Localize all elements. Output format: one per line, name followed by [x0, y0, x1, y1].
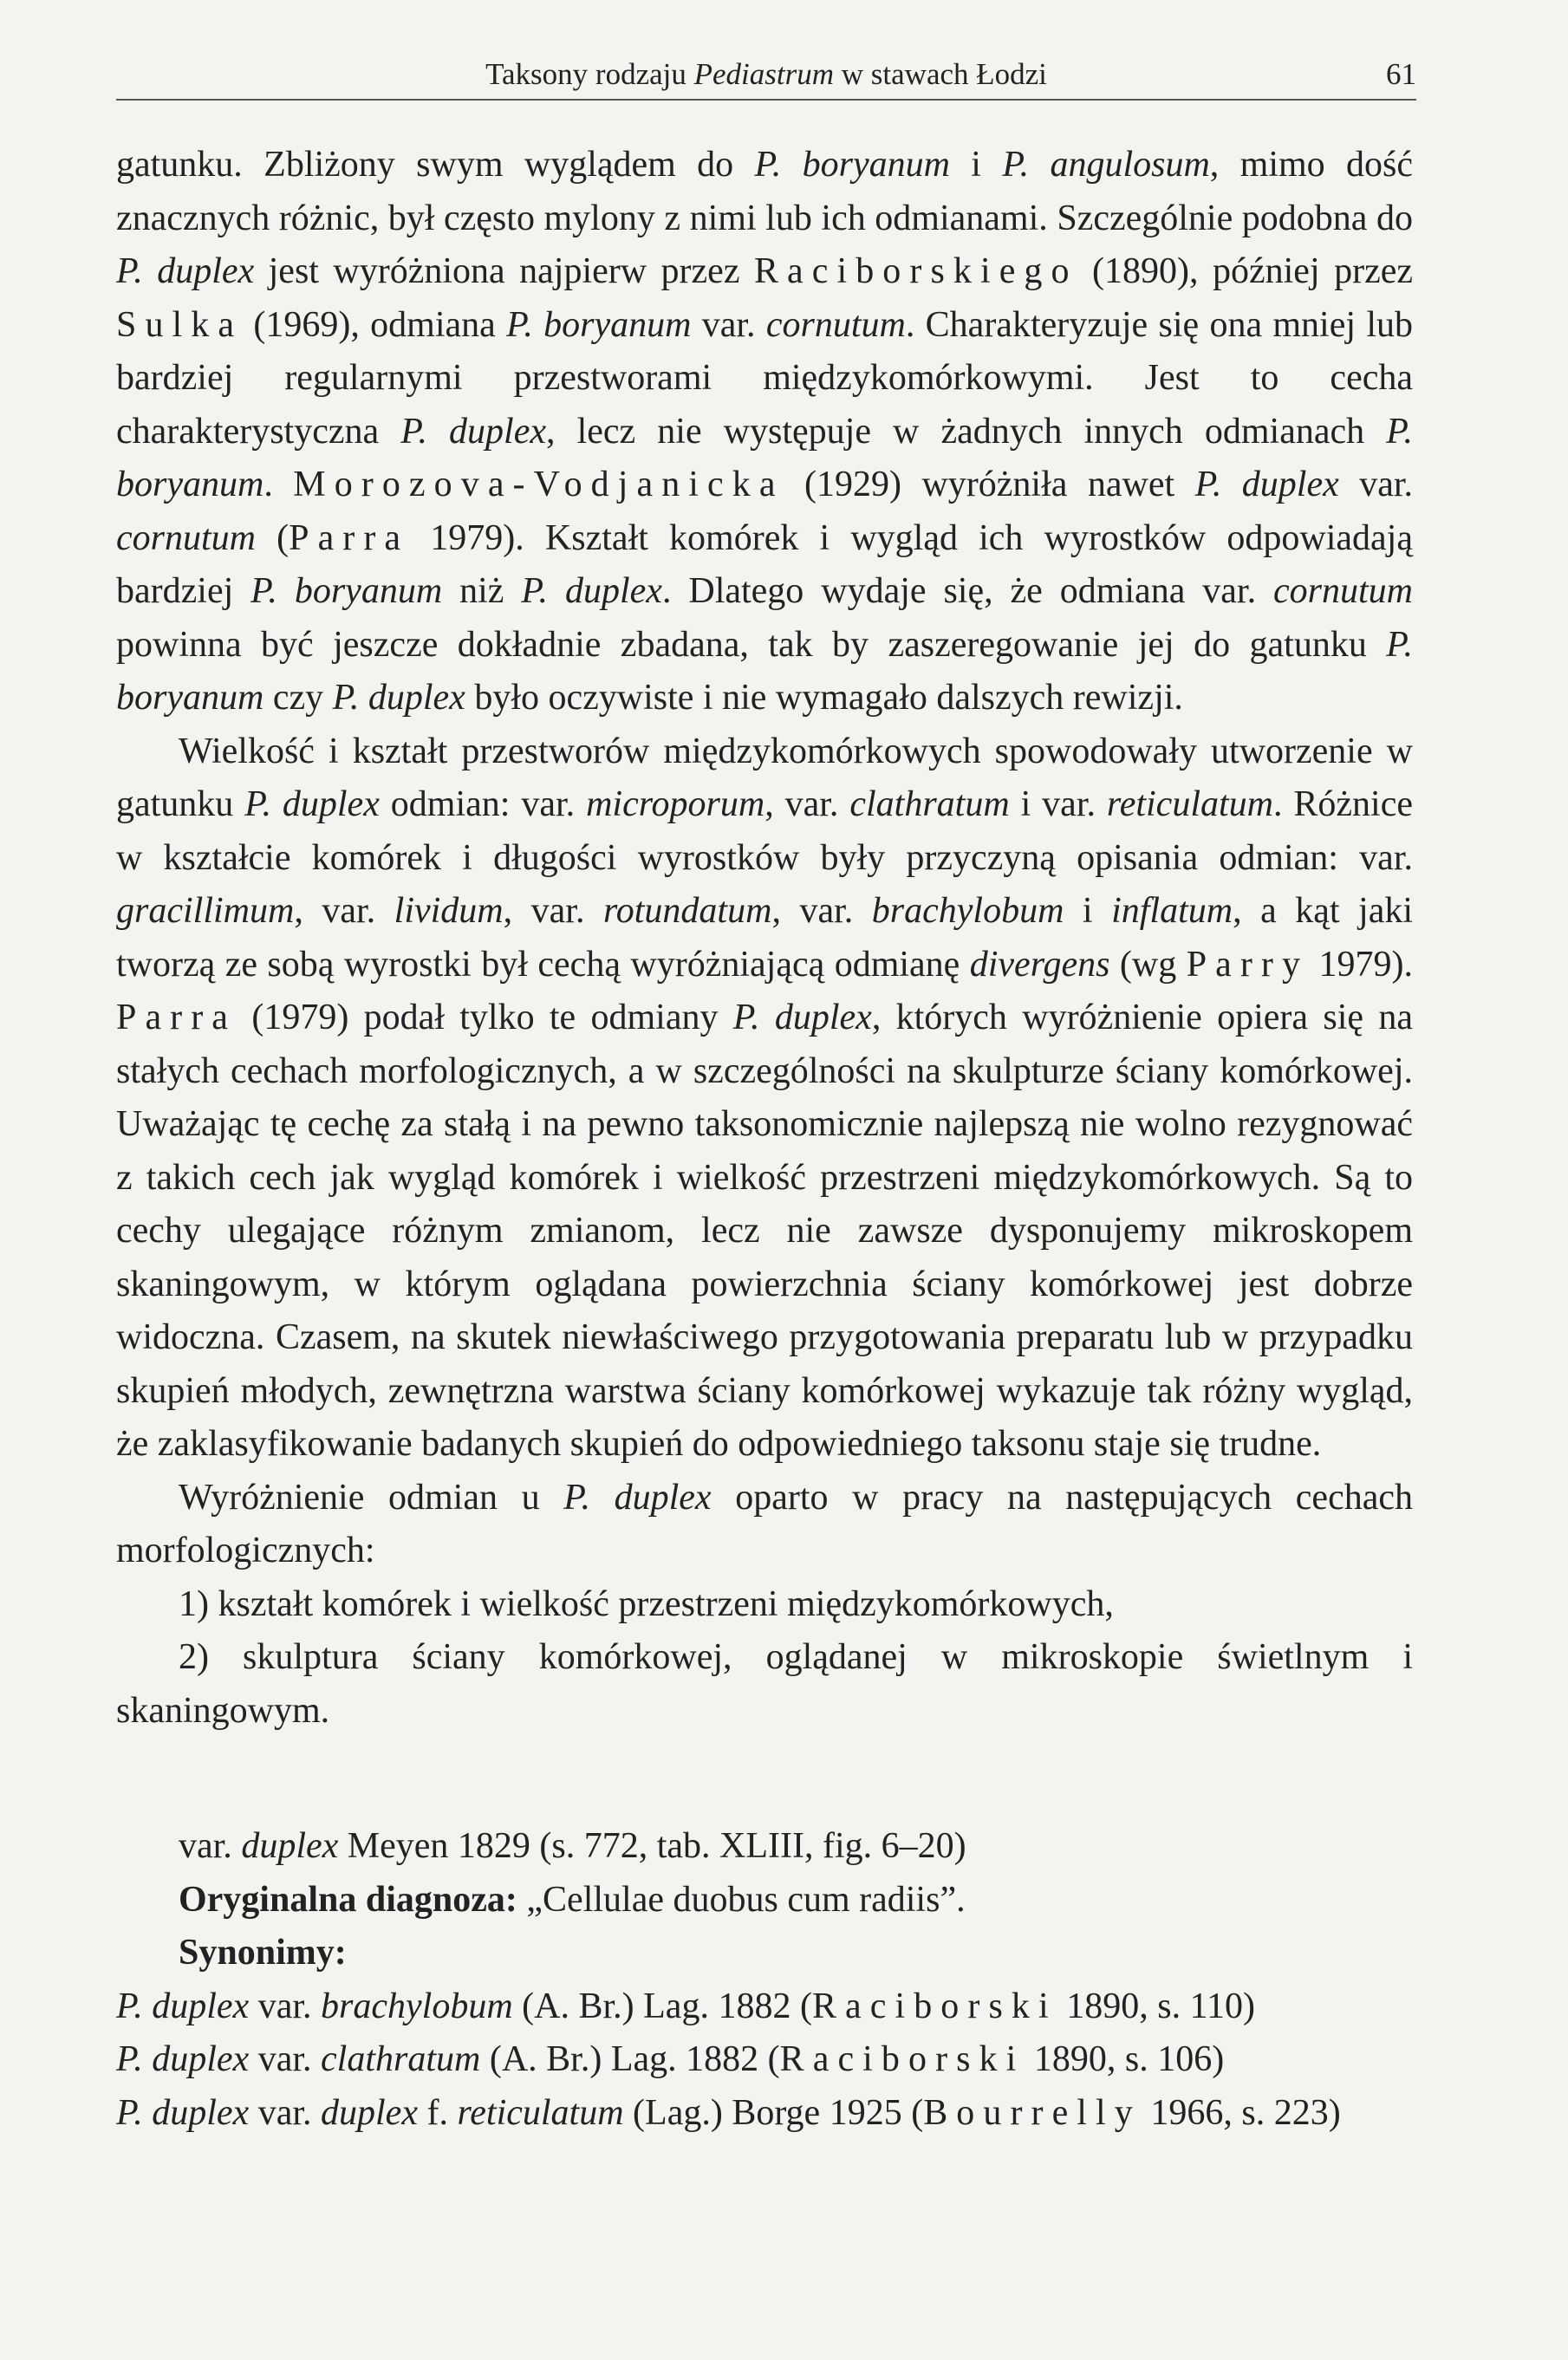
page-number: 61	[1386, 57, 1416, 91]
spaced-name-run: Raciborskiego	[753, 251, 1078, 291]
text-run: , var.	[294, 891, 394, 931]
text-run: „Cellulae duobus cum radiis”.	[517, 1879, 966, 1920]
paragraph-1	[116, 139, 1413, 725]
text-run: 1966, s. 223)	[1141, 2092, 1341, 2133]
italic-run: duplex	[241, 1826, 339, 1866]
italic-run: lividum	[394, 891, 504, 931]
text-run: , lecz nie występuje w żadnych innych odmianach	[546, 411, 1387, 452]
text-run: . Charakteryzuje się ona mniej lub bardziej regularnymi przestworami międzykomórkowymi. Jest to cecha charakterystyczna	[116, 304, 1414, 452]
italic-run: divergens	[969, 944, 1110, 985]
text-run: .	[264, 465, 294, 504]
italic-run: inflatum	[1111, 891, 1233, 931]
text-run: (1969), odmiana	[243, 304, 507, 345]
text-run: 1979). Kształt komórek i wygląd ich wyrostków odpowiadają bardziej	[116, 517, 1413, 611]
italic-run: cornutum	[765, 304, 906, 345]
italic-run: rotundatum	[602, 891, 772, 931]
text-run: (wg	[1109, 944, 1187, 985]
spaced-name-run: Morozova-Vodjanicka	[293, 465, 784, 504]
italic-run: P. boryanum	[116, 624, 1413, 718]
spaced-name-run: Parra	[289, 517, 410, 558]
text-run: (	[256, 517, 290, 558]
spaced-name-run: Parra	[116, 998, 237, 1037]
text-run: oparto w pracy na następujących cechach morfologicznych:	[116, 1477, 1413, 1570]
bold-run: Synonimy:	[179, 1933, 347, 1973]
text-run: var.	[249, 2039, 322, 2079]
text-run: (A. Br.) Lag. 1882 (	[480, 2039, 780, 2079]
text-run: jest wyróżniona najpierw przez	[254, 251, 754, 291]
synonym-1	[116, 1980, 1413, 2034]
text-run: było oczywiste i nie wymagało dalszych rewizji.	[465, 678, 1183, 718]
text-run: , var.	[503, 891, 603, 931]
text-run: f.	[417, 2092, 458, 2133]
synonym-2	[116, 2033, 1413, 2087]
italic-run: P. duplex	[563, 1477, 712, 1518]
running-title-text-end: w stawach Łodzi	[834, 57, 1047, 91]
running-title	[116, 57, 1416, 92]
italic-run: P. boryanum	[250, 571, 443, 611]
text-run: var.	[179, 1826, 242, 1866]
italic-run: P. angulosum	[1002, 145, 1210, 185]
text-run: Meyen 1829 (s. 772, tab. XLIII, fig. 6–20)	[338, 1826, 966, 1866]
page-body	[116, 139, 1413, 2140]
spaced-name-run: Raciborski	[811, 1986, 1057, 2026]
bold-run: Oryginalna diagnoza:	[179, 1879, 517, 1920]
text-run: 1890, s. 106)	[1025, 2039, 1225, 2079]
text-run: Wielkość i kształt przestworów międzykomórkowych spowodowały utworzenie w gatunku	[116, 731, 1413, 824]
text-run: powinna być jeszcze dokładnie zbadana, tak by zaszeregowanie jej do gatunku	[116, 624, 1387, 665]
italic-run: P. duplex	[116, 2092, 250, 2133]
paragraph-2	[116, 725, 1413, 1472]
italic-run: P. boryanum	[116, 411, 1413, 504]
running-title-text: Taksony rodzaju	[485, 57, 694, 91]
italic-run: microporum	[586, 784, 765, 824]
italic-run: P. duplex	[116, 2039, 250, 2079]
spacer	[116, 1738, 1413, 1820]
text-run: czy	[264, 678, 333, 718]
list-item-1	[116, 1578, 1413, 1632]
spaced-name-run: Bourrelly	[923, 2092, 1142, 2133]
text-run: , mimo dość znacznych różnic, był często mylony z nimi lub ich odmianami. Szczególnie podobna do	[116, 145, 1414, 238]
italic-run: cornutum	[1273, 571, 1413, 611]
text-run: 1979).	[1309, 944, 1413, 985]
text-run: , których wyróżnienie opiera się na stałych cechach morfologicznych, a w szczególności na skulpturze ściany komórkowej. Uważając tę cechę za stałą i na pewno taksonomicznie najlepszą nie wolno rezygnować z takich cech jak wygląd komórek i wielkość przestrzeni międzykomórkowych. Są to cechy ulegające różnym zmianom, lecz nie zawsze dysponujemy mikroskopem skaningowym, w którym oglądana powierzchnia ściany komórkowej jest dobrze widoczna. Czasem, na skutek niewłaściwego przygotowania preparatu lub w przypadku skupień młodych, zewnętrzna warstwa ściany komórkowej wykazuje tak różny wygląd, że zaklasyfikowanie badanych skupień do odpowiedniego taksonu staje się trudne.	[116, 998, 1413, 1464]
text-run: , a kąt jaki tworzą ze sobą wyrostki był cechą wyróżniającą odmianę	[116, 891, 1414, 985]
text-run: (1929) wyróżniła nawet	[784, 465, 1195, 504]
italic-run: gracillimum	[116, 891, 295, 931]
original-diagnosis	[116, 1874, 1413, 1928]
text-run: var.	[249, 1986, 322, 2026]
italic-run: brachylobum	[871, 891, 1064, 931]
italic-run: cornutum	[116, 517, 256, 558]
text-run: var.	[691, 304, 766, 345]
text-run: 1890, s. 110)	[1057, 1986, 1255, 2026]
italic-run: P. boryanum	[506, 304, 692, 345]
text-run: (Lag.) Borge 1925 (	[623, 2092, 924, 2133]
italic-run: P. duplex	[732, 998, 872, 1037]
text-run: odmian: var.	[379, 784, 587, 824]
text-run: . Dlatego wydaje się, że odmiana var.	[661, 571, 1273, 611]
running-header	[116, 50, 1416, 101]
text-run: Wyróżnienie odmian u	[179, 1477, 564, 1518]
text-run: gatunku. Zbliżony swym wyglądem do	[116, 145, 755, 185]
text-run: i	[949, 145, 1003, 185]
italic-run: P. duplex	[116, 251, 255, 291]
text-run: niż	[442, 571, 522, 611]
text-run: , var.	[764, 784, 850, 824]
italic-run: reticulatum	[1106, 784, 1273, 824]
synonyms-label	[116, 1927, 1413, 1980]
italic-run: P. duplex	[1194, 465, 1339, 504]
italic-run: P. duplex	[332, 678, 465, 718]
text-run: 2) skulptura ściany komórkowej, oglądanej w mikroskopie świetlnym i skaningowym.	[116, 1637, 1413, 1731]
list-item-2	[116, 1631, 1413, 1738]
italic-run: P. duplex	[521, 571, 662, 611]
spaced-name-run: Sulka	[116, 304, 244, 345]
taxon-entry-title	[116, 1820, 1413, 1874]
italic-run: P. duplex	[244, 784, 380, 824]
text-run: var.	[1338, 465, 1414, 504]
spaced-name-run: Parry	[1186, 944, 1310, 985]
text-run: i var.	[1009, 784, 1107, 824]
text-run: (1979) podał tylko te odmiany	[237, 998, 733, 1037]
text-run: (A. Br.) Lag. 1882 (	[512, 1986, 812, 2026]
italic-run: P. duplex	[116, 1986, 250, 2026]
italic-run: clathratum	[321, 2039, 481, 2079]
text-run: var.	[249, 2092, 322, 2133]
text-run: . Różnice w kształcie komórek i długości wyrostków były przyczyną opisania odmian: var.	[116, 784, 1414, 878]
spaced-name-run: Raciborski	[779, 2039, 1025, 2079]
text-run: , var.	[771, 891, 872, 931]
text-run: 1) kształt komórek i wielkość przestrzeni międzykomórkowych,	[179, 1583, 1114, 1624]
running-title-genus: Pediastrum	[693, 57, 835, 91]
text-run: (1890), później przez	[1077, 251, 1413, 291]
italic-run: P. boryanum	[754, 145, 950, 185]
italic-run: duplex	[321, 2092, 418, 2133]
synonym-3	[116, 2087, 1413, 2141]
paragraph-3	[116, 1472, 1413, 1578]
italic-run: brachylobum	[321, 1986, 513, 2026]
text-run: i	[1064, 891, 1112, 931]
italic-run: P. duplex	[400, 411, 547, 452]
italic-run: clathratum	[849, 784, 1010, 824]
italic-run: reticulatum	[457, 2092, 624, 2133]
